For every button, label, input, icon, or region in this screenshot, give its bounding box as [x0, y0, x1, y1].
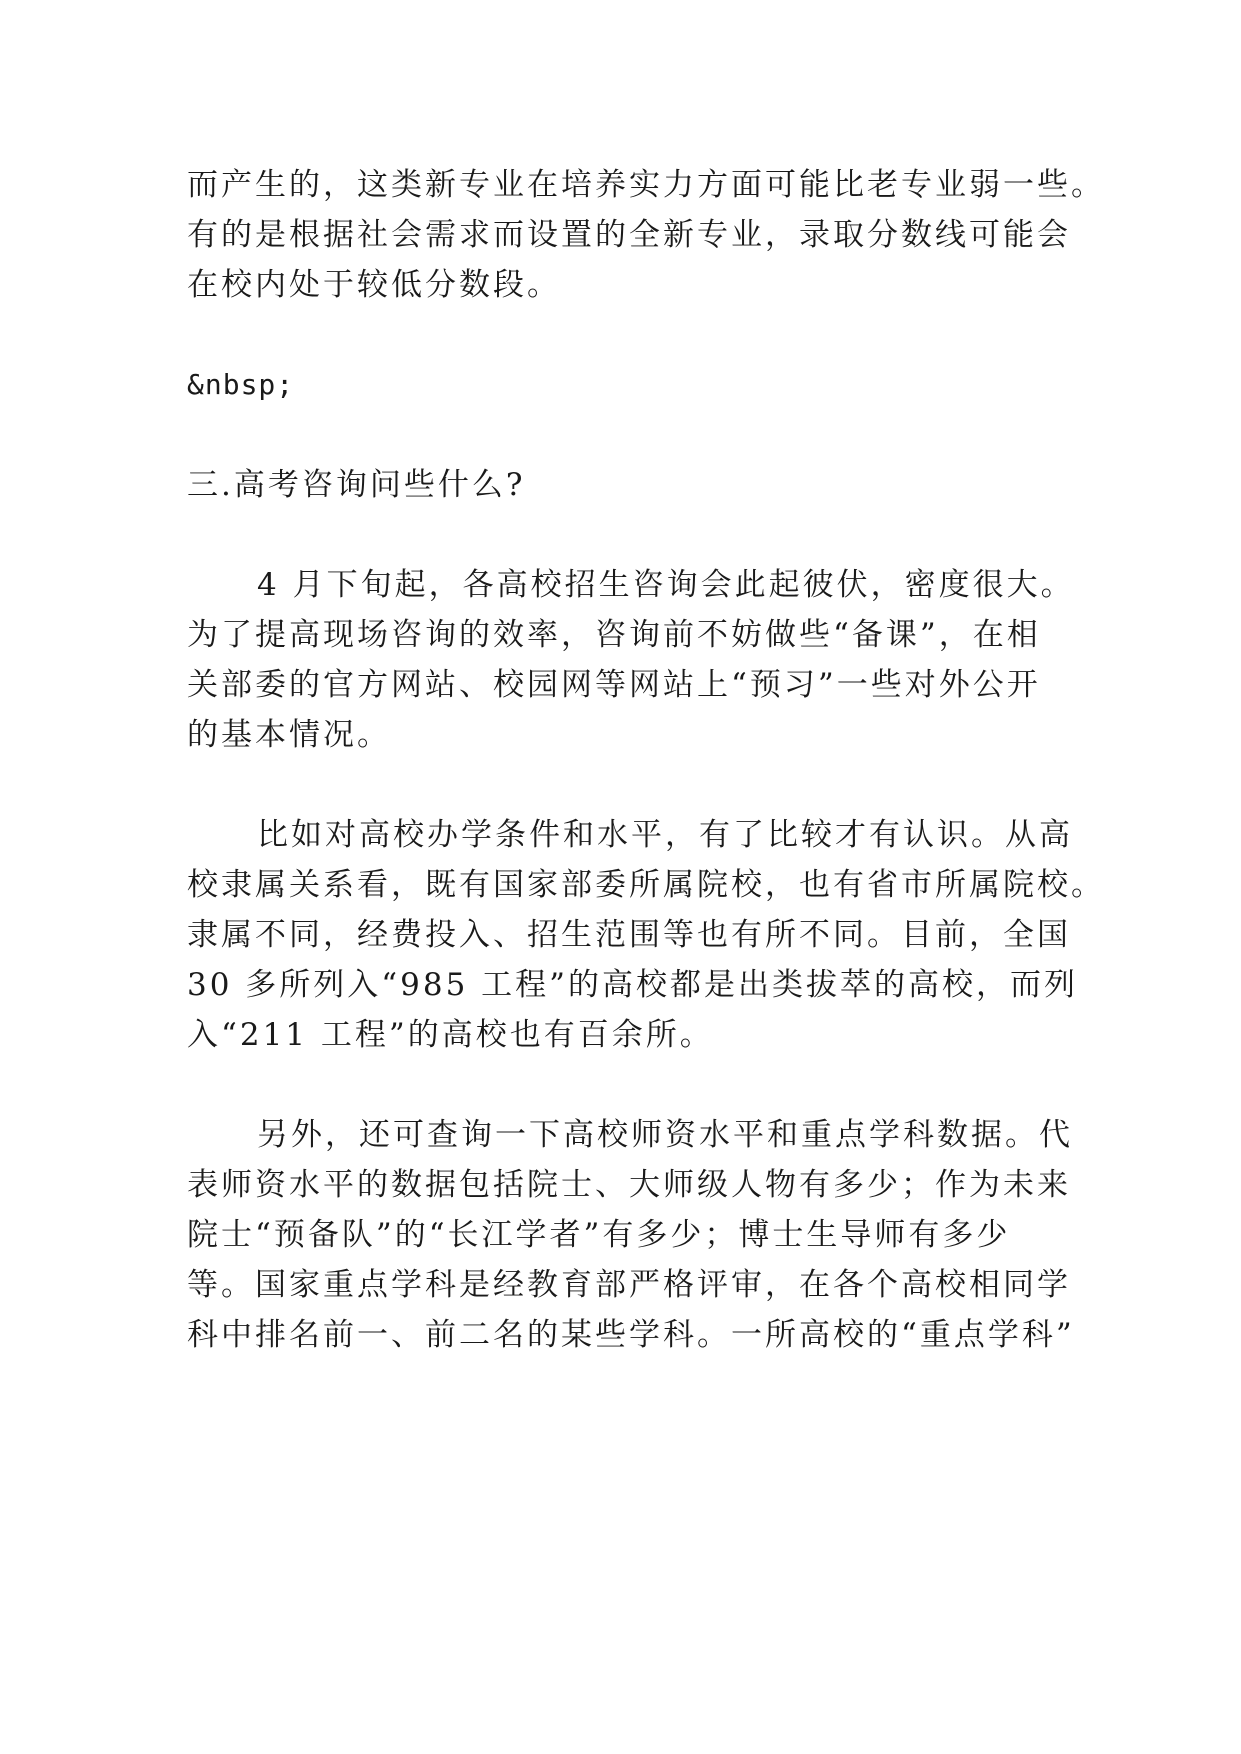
- text-line: 院士“预备队”的“长江学者”有多少；博士生导师有多少: [187, 1217, 1011, 1253]
- text-line: 关部委的官方网站、校园网等网站上“预习”一些对外公开: [187, 667, 1041, 703]
- text-line: 30 多所列入“985 工程”的高校都是出类拔萃的高校，而列: [187, 967, 1079, 1003]
- paragraph-1: [187, 160, 1105, 310]
- text-line: 而产生的，这类新专业在培养实力方面可能比老专业弱一些。: [187, 167, 1105, 203]
- text-line: 比如对高校办学条件和水平，有了比较才有认识。从高: [257, 817, 1073, 853]
- document-page: [187, 160, 1105, 1360]
- text-line: 另外，还可查询一下高校师资水平和重点学科数据。代: [257, 1117, 1073, 1153]
- text-line: 入“211 工程”的高校也有百余所。: [187, 1017, 714, 1053]
- text-line: 隶属不同，经费投入、招生范围等也有所不同。目前，全国: [187, 917, 1071, 953]
- paragraph-2: [187, 560, 1075, 760]
- text-line: 等。国家重点学科是经教育部严格评审，在各个高校相同学: [187, 1267, 1071, 1303]
- paragraph-4: [187, 1110, 1075, 1360]
- text-line: 有的是根据社会需求而设置的全新专业，录取分数线可能会: [187, 217, 1071, 253]
- section-heading: 三.高考咨询问些什么?: [187, 467, 526, 503]
- text-line: 表师资水平的数据包括院士、大师级人物有多少；作为未来: [187, 1167, 1071, 1203]
- text-line: 为了提高现场咨询的效率，咨询前不妨做些“备课”，在相: [187, 617, 1041, 653]
- text-line: 的基本情况。: [187, 717, 391, 753]
- nbsp-placeholder-text: &nbsp;: [187, 368, 295, 401]
- text-line: 在校内处于较低分数段。: [187, 267, 561, 303]
- text-line: 科中排名前一、前二名的某些学科。一所高校的“重点学科”: [187, 1317, 1075, 1353]
- paragraph-3: [187, 810, 1105, 1060]
- text-line: 4 月下旬起，各高校招生咨询会此起彼伏，密度很大。: [257, 567, 1075, 603]
- text-line: 校隶属关系看，既有国家部委所属院校，也有省市所属院校。: [187, 867, 1105, 903]
